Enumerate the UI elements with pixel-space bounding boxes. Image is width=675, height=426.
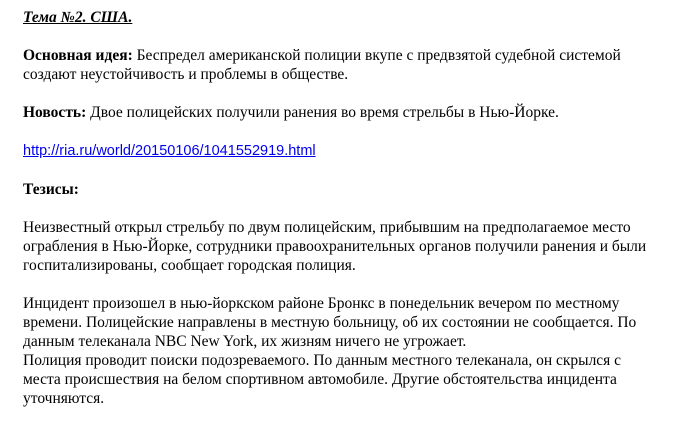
- thesis-paragraph-1: Неизвестный открыл стрельбу по двум полицейским, прибывшим на предполагаемое место ограбления в Нью-Йорке, сотрудники правоохранительных органов получили ранения и были госпитализированы, сообщает городская полиция.: [23, 219, 647, 274]
- news-text: Двое полицейских получили ранения во время стрельбы в Нью-Йорке.: [86, 104, 559, 121]
- thesis-paragraph-3: Полиция проводит поиски подозреваемого. По данным местного телеканала, он скрылся с места происшествия на белом спортивном автомобиле. Другие обстоятельства инцидента уточняются.: [23, 352, 622, 407]
- theses-heading: Тезисы:: [23, 181, 79, 198]
- source-link[interactable]: http://ria.ru/world/20150106/1041552919.html: [23, 143, 316, 159]
- main-idea-label: Основная идея:: [23, 47, 133, 64]
- topic-heading: Тема №2. США.: [23, 9, 133, 26]
- thesis-paragraph-2: Инцидент произошел в нью-йоркском районе Бронкс в понедельник вечером по местному времени. Полицейские направлены в местную больницу, об их состоянии не сообщается. По данным телеканала NBC New York, их жизням ничего не угрожает.: [23, 295, 637, 350]
- news: [23, 103, 655, 122]
- main-idea-text: Беспредел американской полиции вкупе с предвзятой судебной системой создают неустойчивость и проблемы в обществе.: [23, 47, 621, 83]
- main-idea: [23, 46, 655, 84]
- news-label: Новость:: [23, 104, 87, 121]
